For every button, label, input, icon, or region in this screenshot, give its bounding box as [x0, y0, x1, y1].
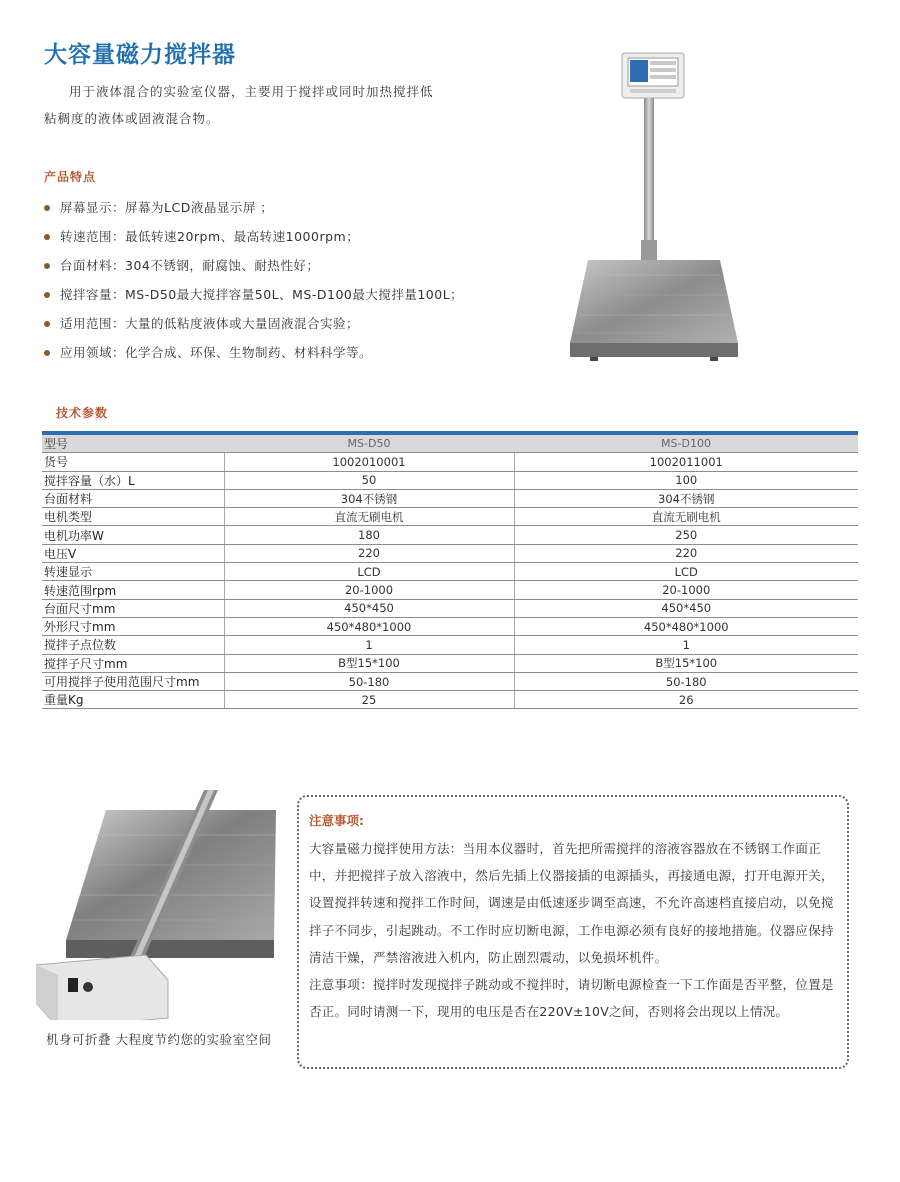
cell-ms-d100: 250: [514, 526, 858, 544]
row-label: 搅拌子尺寸mm: [42, 654, 224, 672]
cell-ms-d50: 1002010001: [224, 453, 514, 471]
table-row: [42, 654, 858, 672]
cell-ms-d50: 50: [224, 471, 514, 489]
cell-ms-d100: 100: [514, 471, 858, 489]
row-label: 外形尺寸mm: [42, 617, 224, 635]
cell-ms-d50: 20-1000: [224, 581, 514, 599]
column-header: MS-D50: [224, 433, 514, 453]
notice-box: [297, 795, 849, 1069]
cell-ms-d100: 1002011001: [514, 453, 858, 471]
cell-ms-d100: 220: [514, 544, 858, 562]
product-image: [560, 45, 750, 375]
row-label: 电压V: [42, 544, 224, 562]
table-row: [42, 489, 858, 507]
row-label: 电机功率W: [42, 526, 224, 544]
table-row: [42, 617, 858, 635]
feature-item: 应用领域：化学合成、环保、生物制药、材料科学等。: [44, 338, 463, 367]
notice-paragraph: 大容量磁力搅拌使用方法：当用本仪器时，首先把所需搅拌的溶液容器放在不锈钢工作面正中，并把搅拌子放入溶液中，然后先插上仪器接插的电源插头，再接通电源，打开电源开关，设置搅拌转速和搅拌工作时间，调速是由低速逐步调至高速，不允许高速档直接启动，以免搅拌子不同步，引起跳动。不工作时应切断电源，工作电源必须有良好的接地措施。仪器应保持清洁干燥，严禁溶液进入机内，防止剧烈震动，以免损坏机件。: [309, 841, 834, 965]
bullet-icon: [44, 350, 50, 356]
cell-ms-d50: 304不锈钢: [224, 489, 514, 507]
table-row: [42, 636, 858, 654]
row-label: 转速范围rpm: [42, 581, 224, 599]
cell-ms-d50: B型15*100: [224, 654, 514, 672]
features-list: [44, 193, 463, 367]
row-label: 转速显示: [42, 563, 224, 581]
specs-heading: 技术参数: [56, 406, 109, 420]
cell-ms-d100: 50-180: [514, 672, 858, 690]
cell-ms-d50: 220: [224, 544, 514, 562]
fold-caption: 机身可折叠 大程度节约您的实验室空间: [46, 1032, 272, 1047]
cell-ms-d100: 304不锈钢: [514, 489, 858, 507]
table-row: [42, 544, 858, 562]
table-row: [42, 672, 858, 690]
cell-ms-d50: 25: [224, 691, 514, 709]
table-row: [42, 581, 858, 599]
notice-paragraph: 注意事项：搅拌时发现搅拌子跳动或不搅拌时，请切断电源检查一下工作面是否平整，位置是否正。同时请测一下，现用的电压是否在220V±10V之间，否则将会出现以上情况。: [309, 977, 834, 1020]
cell-ms-d100: 450*480*1000: [514, 617, 858, 635]
bullet-icon: [44, 234, 50, 240]
row-label: 电机类型: [42, 508, 224, 526]
bullet-icon: [44, 292, 50, 298]
cell-ms-d50: 180: [224, 526, 514, 544]
row-label: 重量Kg: [42, 691, 224, 709]
row-label: 台面材料: [42, 489, 224, 507]
table-row: [42, 526, 858, 544]
cell-ms-d100: LCD: [514, 563, 858, 581]
cell-ms-d50: 1: [224, 636, 514, 654]
feature-item: 屏幕显示：屏幕为LCD液晶显示屏 ；: [44, 193, 463, 222]
cell-ms-d100: 1: [514, 636, 858, 654]
feature-item: 转速范围：最低转速20rpm、最高转速1000rpm；: [44, 222, 463, 251]
table-row: [42, 691, 858, 709]
feature-item: 搅拌容量：MS-D50最大搅拌容量50L、MS-D100最大搅拌量100L；: [44, 280, 463, 309]
cell-ms-d100: 450*450: [514, 599, 858, 617]
cell-ms-d50: 直流无刷电机: [224, 508, 514, 526]
cell-ms-d100: 直流无刷电机: [514, 508, 858, 526]
cell-ms-d100: B型15*100: [514, 654, 858, 672]
table-row: [42, 563, 858, 581]
row-label: 搅拌子点位数: [42, 636, 224, 654]
row-label: 可用搅拌子使用范围尺寸mm: [42, 672, 224, 690]
bullet-icon: [44, 263, 50, 269]
table-row: [42, 453, 858, 471]
intro-text: 用于液体混合的实验室仪器，主要用于搅拌或同时加热搅拌低粘稠度的液体或固液混合物。: [44, 84, 434, 126]
table-row: [42, 508, 858, 526]
row-label: 货号: [42, 453, 224, 471]
column-header: MS-D100: [514, 433, 858, 453]
notice-title: 注意事项:: [309, 813, 364, 828]
cell-ms-d100: 20-1000: [514, 581, 858, 599]
cell-ms-d50: 450*450: [224, 599, 514, 617]
page-title: 大容量磁力搅拌器: [44, 42, 236, 68]
table-row: [42, 471, 858, 489]
column-header: 型号: [42, 433, 224, 453]
features-heading: 产品特点: [44, 170, 97, 184]
cell-ms-d50: 50-180: [224, 672, 514, 690]
folded-product-image: [36, 790, 286, 1020]
row-label: 搅拌容量（水）L: [42, 471, 224, 489]
bullet-icon: [44, 321, 50, 327]
table-row: [42, 599, 858, 617]
specs-table: [42, 431, 858, 709]
cell-ms-d100: 26: [514, 691, 858, 709]
cell-ms-d50: LCD: [224, 563, 514, 581]
table-header-row: [42, 433, 858, 453]
feature-item: 台面材料：304不锈钢，耐腐蚀、耐热性好；: [44, 251, 463, 280]
cell-ms-d50: 450*480*1000: [224, 617, 514, 635]
bullet-icon: [44, 205, 50, 211]
feature-item: 适用范围：大量的低粘度液体或大量固液混合实验；: [44, 309, 463, 338]
row-label: 台面尺寸mm: [42, 599, 224, 617]
